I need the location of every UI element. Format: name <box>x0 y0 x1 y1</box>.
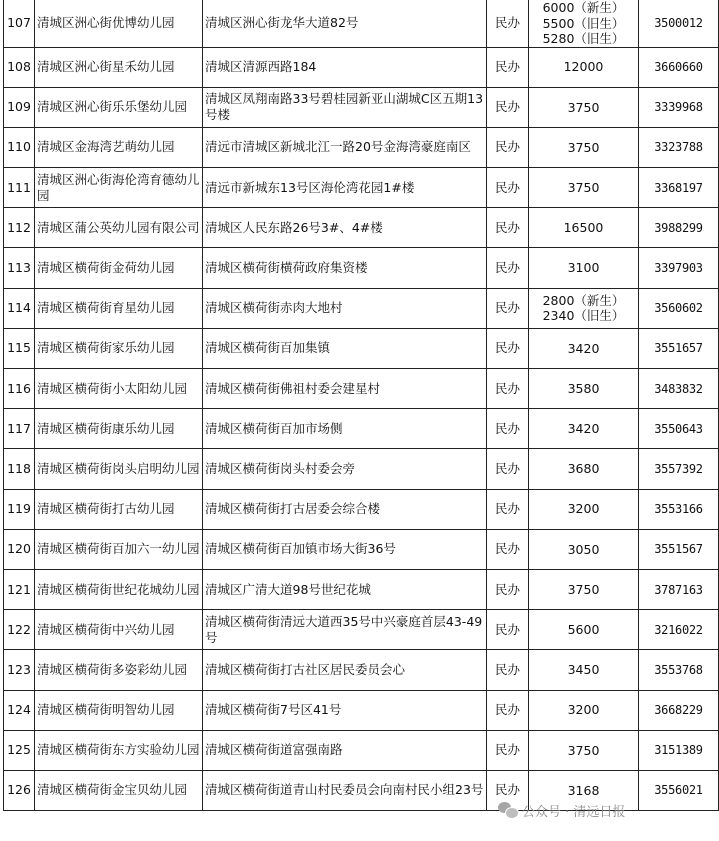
cell-number: 109 <box>4 87 35 127</box>
cell-address: 清城区横荷街佛祖村委会建星村 <box>203 369 487 409</box>
cell-name: 清城区横荷街百加六一幼儿园 <box>35 529 203 569</box>
fee-line: 5280（旧生） <box>542 31 625 46</box>
cell-type: 民办 <box>487 47 529 87</box>
cell-fee <box>529 0 639 47</box>
cell-type: 民办 <box>487 87 529 127</box>
cell-number: 122 <box>4 610 35 650</box>
cell-name: 清城区横荷街家乐幼儿园 <box>35 328 203 368</box>
cell-number: 116 <box>4 369 35 409</box>
fee-line: 2800（新生） <box>542 292 625 308</box>
table-row <box>4 449 719 489</box>
cell-fee <box>529 328 639 368</box>
fee-line: 3580 <box>567 380 600 396</box>
cell-fee <box>529 650 639 690</box>
cell-code: 3550643 <box>639 409 719 449</box>
cell-address: 清城区横荷街打古社区居民委员会心 <box>203 650 487 690</box>
cell-address: 清城区清源西路184 <box>203 47 487 87</box>
cell-fee <box>529 47 639 87</box>
cell-number: 118 <box>4 449 35 489</box>
fee-line: 3750 <box>567 179 600 195</box>
cell-code: 3551567 <box>639 529 719 569</box>
cell-type: 民办 <box>487 288 529 328</box>
table-row <box>4 248 719 288</box>
table-row <box>4 168 719 208</box>
cell-address: 清城区人民东路26号3#、4#楼 <box>203 208 487 248</box>
table-row <box>4 288 719 328</box>
cell-number: 120 <box>4 529 35 569</box>
cell-number: 117 <box>4 409 35 449</box>
wechat-icon <box>498 800 518 820</box>
table-row <box>4 610 719 650</box>
cell-code: 3560602 <box>639 288 719 328</box>
cell-number: 126 <box>4 770 35 810</box>
cell-fee <box>529 610 639 650</box>
cell-number: 125 <box>4 730 35 770</box>
cell-type: 民办 <box>487 489 529 529</box>
cell-address: 清城区横荷街百加市场侧 <box>203 409 487 449</box>
table-row <box>4 127 719 167</box>
cell-fee <box>529 569 639 609</box>
cell-code: 3500012 <box>639 0 719 47</box>
table-row <box>4 409 719 449</box>
table-row <box>4 0 719 47</box>
cell-name: 清城区洲心街海伦湾育德幼儿园 <box>35 168 203 208</box>
cell-name: 清城区洲心街星禾幼儿园 <box>35 47 203 87</box>
fee-line: 3168 <box>567 782 600 798</box>
cell-name: 清城区蒲公英幼儿园有限公司 <box>35 208 203 248</box>
cell-type: 民办 <box>487 168 529 208</box>
cell-number: 121 <box>4 569 35 609</box>
fee-line: 5600 <box>567 621 600 637</box>
fee-line: 3750 <box>567 139 600 155</box>
fee-line: 3200 <box>567 702 600 718</box>
cell-fee <box>529 168 639 208</box>
cell-number: 124 <box>4 690 35 730</box>
cell-name: 清城区洲心街乐乐堡幼儿园 <box>35 87 203 127</box>
fee-line: 5500（旧生） <box>542 15 625 31</box>
cell-code: 3556021 <box>639 770 719 810</box>
cell-code: 3557392 <box>639 449 719 489</box>
cell-number: 110 <box>4 127 35 167</box>
cell-type: 民办 <box>487 690 529 730</box>
fee-line: 6000（新生） <box>542 0 625 15</box>
cell-code: 3988299 <box>639 208 719 248</box>
cell-type: 民办 <box>487 449 529 489</box>
cell-name: 清城区横荷街康乐幼儿园 <box>35 409 203 449</box>
fee-line: 3100 <box>567 260 600 276</box>
cell-code: 3216022 <box>639 610 719 650</box>
cell-fee <box>529 87 639 127</box>
cell-number: 107 <box>4 0 35 47</box>
cell-number: 114 <box>4 288 35 328</box>
cell-address: 清城区横荷街打古居委会综合楼 <box>203 489 487 529</box>
table-row <box>4 208 719 248</box>
fee-line: 3750 <box>567 581 600 597</box>
cell-type: 民办 <box>487 208 529 248</box>
cell-code: 3151389 <box>639 730 719 770</box>
cell-fee <box>529 248 639 288</box>
cell-address: 清城区横荷街百加集镇 <box>203 328 487 368</box>
fee-line: 3050 <box>567 541 600 557</box>
cell-code: 3397903 <box>639 248 719 288</box>
fee-line: 3450 <box>567 662 600 678</box>
cell-type: 民办 <box>487 610 529 650</box>
cell-code: 3553166 <box>639 489 719 529</box>
cell-code: 3660660 <box>639 47 719 87</box>
table-row <box>4 47 719 87</box>
table-row <box>4 369 719 409</box>
cell-code: 3668229 <box>639 690 719 730</box>
cell-code: 3787163 <box>639 569 719 609</box>
cell-address: 清城区凤翔南路33号碧桂园新亚山湖城C区五期13号楼 <box>203 87 487 127</box>
cell-address: 清城区横荷街7号区41号 <box>203 690 487 730</box>
fee-line: 3420 <box>567 421 600 437</box>
cell-code: 3323788 <box>639 127 719 167</box>
cell-number: 112 <box>4 208 35 248</box>
cell-code: 3339968 <box>639 87 719 127</box>
cell-code: 3551657 <box>639 328 719 368</box>
cell-name: 清城区横荷街打古幼儿园 <box>35 489 203 529</box>
cell-name: 清城区横荷街金荷幼儿园 <box>35 248 203 288</box>
cell-number: 115 <box>4 328 35 368</box>
cell-type: 民办 <box>487 650 529 690</box>
cell-name: 清城区横荷街世纪花城幼儿园 <box>35 569 203 609</box>
cell-code: 3553768 <box>639 650 719 690</box>
cell-number: 108 <box>4 47 35 87</box>
cell-name: 清城区横荷街多姿彩幼儿园 <box>35 650 203 690</box>
cell-address: 清城区广清大道98号世纪花城 <box>203 569 487 609</box>
cell-code: 3368197 <box>639 168 719 208</box>
table-body <box>4 0 719 811</box>
fee-line: 3750 <box>567 99 600 115</box>
watermark-text: 公众号 · 清远日报 <box>522 804 626 820</box>
cell-code: 3483832 <box>639 369 719 409</box>
cell-name: 清城区横荷街育星幼儿园 <box>35 288 203 328</box>
cell-address: 清城区横荷街岗头村委会旁 <box>203 449 487 489</box>
cell-name: 清城区横荷街东方实验幼儿园 <box>35 730 203 770</box>
cell-type: 民办 <box>487 730 529 770</box>
table-row <box>4 328 719 368</box>
cell-type: 民办 <box>487 569 529 609</box>
watermark <box>498 798 698 822</box>
cell-number: 113 <box>4 248 35 288</box>
cell-type: 民办 <box>487 409 529 449</box>
cell-fee <box>529 449 639 489</box>
cell-number: 123 <box>4 650 35 690</box>
table-row <box>4 87 719 127</box>
cell-type: 民办 <box>487 369 529 409</box>
fee-line: 3200 <box>567 501 600 517</box>
table-row <box>4 489 719 529</box>
table-row <box>4 650 719 690</box>
fee-line: 3750 <box>567 742 600 758</box>
kindergarten-fee-table <box>3 0 719 811</box>
cell-address: 清城区横荷街清远大道西35号中兴豪庭首层43-49号 <box>203 610 487 650</box>
cell-fee <box>529 288 639 328</box>
cell-fee <box>529 730 639 770</box>
cell-number: 119 <box>4 489 35 529</box>
cell-name: 清城区横荷街岗头启明幼儿园 <box>35 449 203 489</box>
cell-name: 清城区金海湾艺萌幼儿园 <box>35 127 203 167</box>
table-row <box>4 529 719 569</box>
cell-type: 民办 <box>487 770 529 810</box>
cell-fee <box>529 409 639 449</box>
cell-address: 清城区横荷街赤肉大地村 <box>203 288 487 328</box>
cell-name: 清城区横荷街明智幼儿园 <box>35 690 203 730</box>
fee-line: 3680 <box>567 461 600 477</box>
cell-fee <box>529 127 639 167</box>
cell-address: 清城区横荷街道富强南路 <box>203 730 487 770</box>
cell-fee <box>529 529 639 569</box>
cell-address: 清城区横荷街百加镇市场大街36号 <box>203 529 487 569</box>
cell-number: 111 <box>4 168 35 208</box>
cell-type: 民办 <box>487 127 529 167</box>
cell-type: 民办 <box>487 248 529 288</box>
cell-type: 民办 <box>487 328 529 368</box>
cell-name: 清城区横荷街中兴幼儿园 <box>35 610 203 650</box>
cell-address: 清远市清城区新城北江一路20号金海湾豪庭南区 <box>203 127 487 167</box>
fee-line: 12000 <box>563 59 604 75</box>
cell-address: 清远市新城东13号区海伦湾花园1#楼 <box>203 168 487 208</box>
table-row <box>4 569 719 609</box>
cell-name: 清城区横荷街小太阳幼儿园 <box>35 369 203 409</box>
cell-type: 民办 <box>487 0 529 47</box>
table-row <box>4 730 719 770</box>
cell-name: 清城区洲心街优博幼儿园 <box>35 0 203 47</box>
cell-address: 清城区横荷街横荷政府集资楼 <box>203 248 487 288</box>
cell-fee <box>529 208 639 248</box>
cell-address: 清城区洲心街龙华大道82号 <box>203 0 487 47</box>
fee-line: 16500 <box>563 220 604 236</box>
cell-fee <box>529 690 639 730</box>
table-row <box>4 690 719 730</box>
cell-type: 民办 <box>487 529 529 569</box>
cell-fee <box>529 369 639 409</box>
cell-fee <box>529 489 639 529</box>
cell-name: 清城区横荷街金宝贝幼儿园 <box>35 770 203 810</box>
fee-line: 2340（旧生） <box>542 308 625 324</box>
fee-line: 3420 <box>567 340 600 356</box>
cell-address: 清城区横荷街道青山村民委员会向南村民小组23号 <box>203 770 487 810</box>
